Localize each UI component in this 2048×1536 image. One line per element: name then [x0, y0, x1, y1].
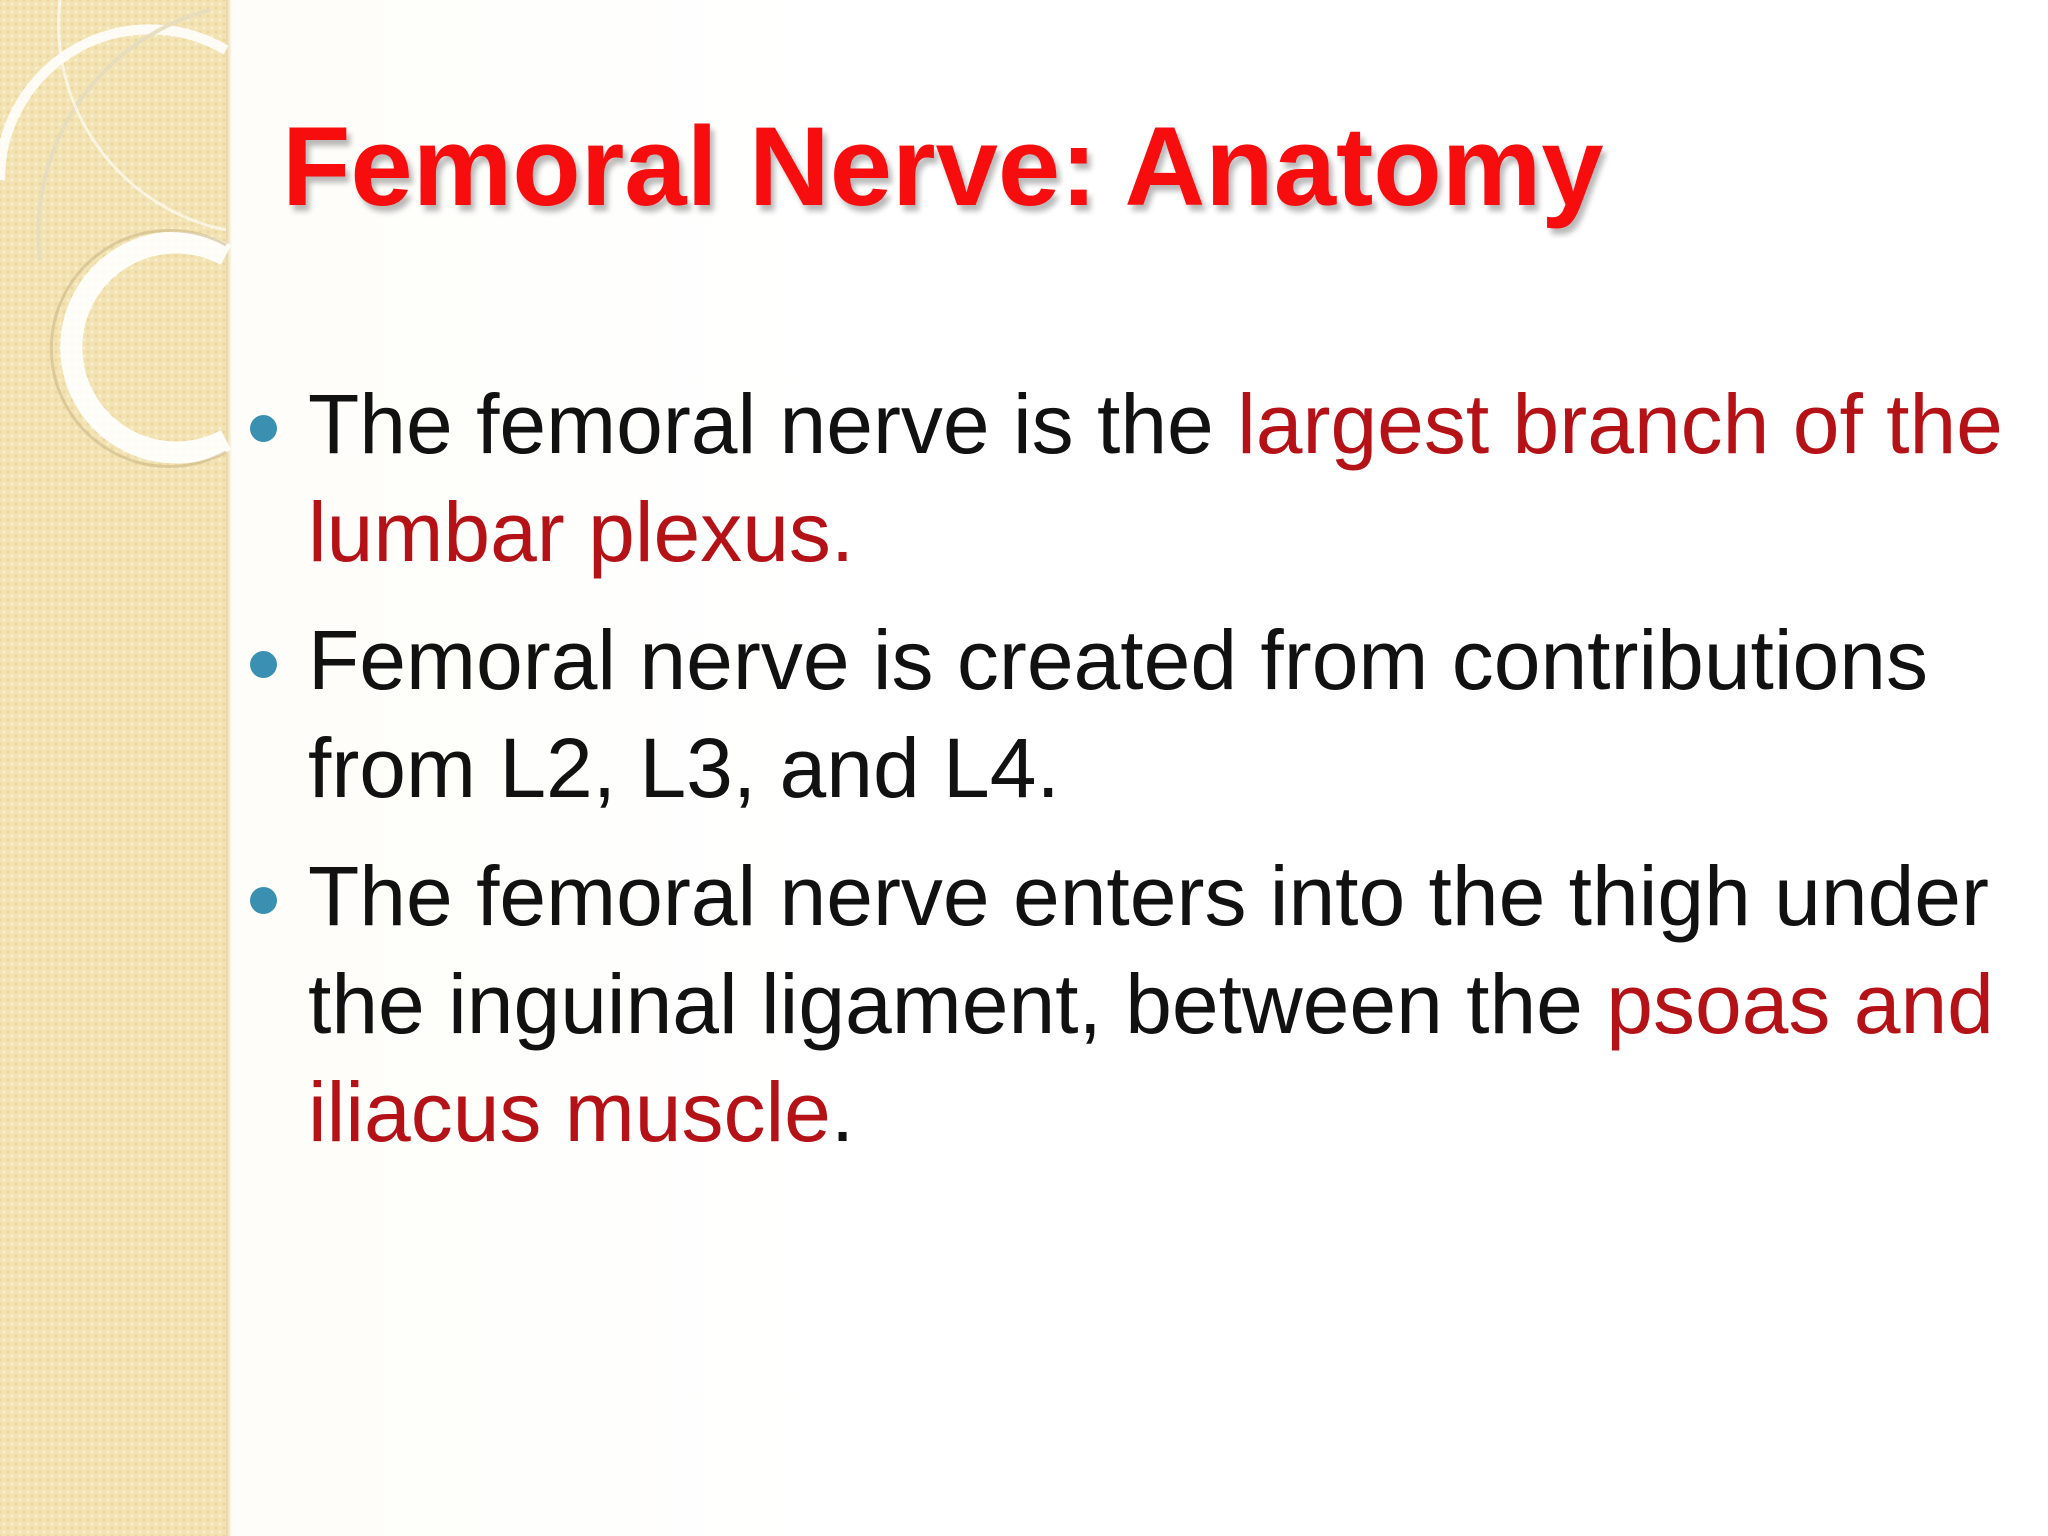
bullet-item-2 — [246, 606, 2006, 822]
bullet-3-period: . — [830, 1065, 855, 1159]
bullet-1-highlight: largest branch of the lumbar plexus. — [308, 377, 2003, 579]
bullet-item-1 — [246, 370, 2006, 586]
slide-title: Femoral Nerve: Anatomy — [282, 104, 1604, 229]
bullet-2-text: Femoral nerve is created from contributions from L2, L3, and L4. — [308, 613, 1928, 815]
bullet-dot-icon — [250, 651, 277, 678]
bullet-dot-icon — [250, 415, 277, 442]
ring-large-arc — [38, 10, 210, 260]
bullet-list — [246, 370, 2006, 1186]
bullet-item-3 — [246, 842, 2006, 1166]
bullet-3-text: The femoral nerve enters into the thigh under the inguinal ligament, between the — [308, 849, 1989, 1051]
bullet-dot-icon — [250, 887, 277, 914]
ring-small — [71, 243, 226, 453]
ring-large — [0, 29, 226, 180]
bullet-3-highlight: psoas and iliacus muscle — [308, 957, 1994, 1159]
ring-decoration-icon — [0, 0, 260, 520]
bullet-1-text: The femoral nerve is the — [308, 377, 1238, 471]
